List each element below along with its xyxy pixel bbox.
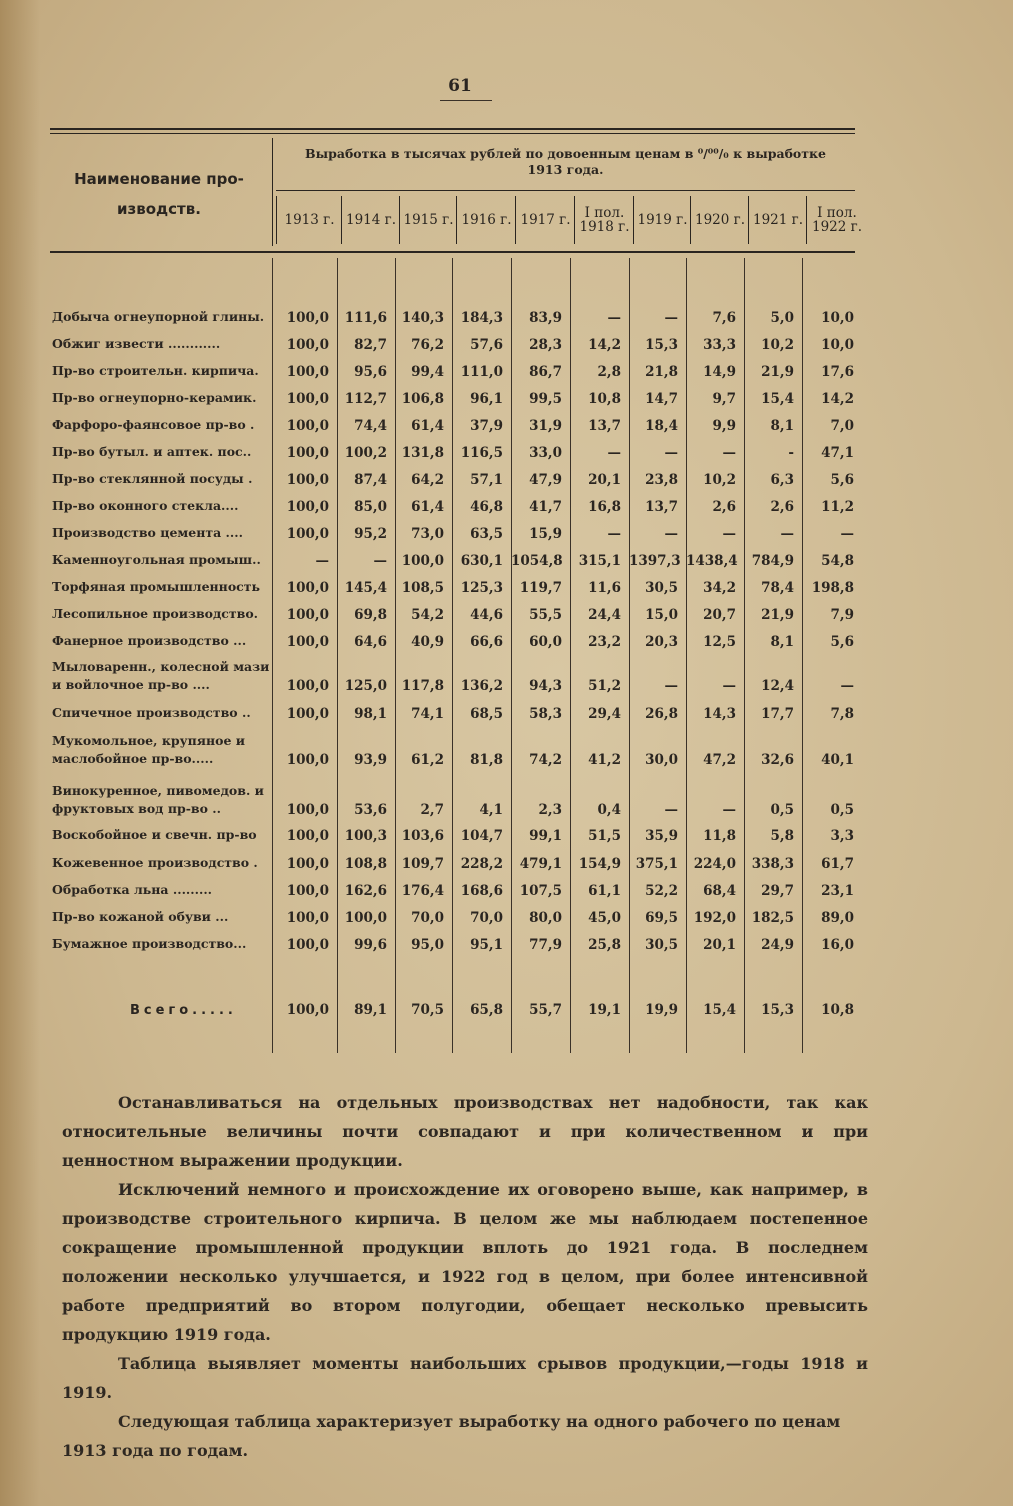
cell-value: 61,1 <box>588 883 621 899</box>
cell-value: 3,3 <box>830 828 854 844</box>
cell-value: 100,0 <box>286 802 329 818</box>
cell-value: 86,7 <box>529 364 562 380</box>
cell-value: 4,1 <box>479 802 503 818</box>
cell-value: 30,5 <box>645 580 678 596</box>
table-row <box>50 913 855 953</box>
cell-value: 89,0 <box>821 910 854 926</box>
paragraph-4: Следующая таблица характеризует выработку на одного рабочего по ценам <box>118 1412 841 1431</box>
cell-value: 30,0 <box>645 752 678 768</box>
cell-value: 7,9 <box>830 607 854 623</box>
cell-value: — <box>315 553 329 569</box>
cell-value: 100,0 <box>286 472 329 488</box>
row-name: Обжиг извести ............ <box>52 336 221 351</box>
cell-value: 64,2 <box>411 472 444 488</box>
cell-value: 12,5 <box>703 634 736 650</box>
cell-value: 2,3 <box>538 802 562 818</box>
cell-value: 74,4 <box>354 418 387 434</box>
page-number-underline <box>440 100 492 101</box>
cell-value: 100,0 <box>286 337 329 353</box>
cell-value: 11,6 <box>588 580 621 596</box>
cell-value: 103,6 <box>401 828 444 844</box>
cell-value: 100,0 <box>286 1002 329 1018</box>
cell-value: 8,1 <box>770 634 794 650</box>
cell-value: 17,6 <box>821 364 854 380</box>
cell-value: 61,4 <box>411 418 444 434</box>
cell-value: 100,0 <box>286 391 329 407</box>
cell-value: 16,0 <box>821 937 854 953</box>
cell-value: 74,2 <box>529 752 562 768</box>
page-edge-shadow <box>0 0 40 1506</box>
cell-value: 52,2 <box>645 883 678 899</box>
year-header-5: I пол. 1918 г. <box>574 196 634 244</box>
cell-value: 17,7 <box>761 706 794 722</box>
cell-value: 54,2 <box>411 607 444 623</box>
cell-value: 74,1 <box>411 706 444 722</box>
cell-value: 70,0 <box>411 910 444 926</box>
cell-value: 100,0 <box>286 499 329 515</box>
cell-value: 13,7 <box>588 418 621 434</box>
total-row <box>50 978 855 1018</box>
cell-value: 117,8 <box>401 678 444 694</box>
row-name: Каменноугольная промыш.. <box>52 552 261 567</box>
cell-value: 57,6 <box>470 337 503 353</box>
cell-value: 107,5 <box>519 883 562 899</box>
cell-value: — <box>840 526 854 542</box>
cell-value: 11,8 <box>703 828 736 844</box>
cell-value: 70,0 <box>470 910 503 926</box>
cell-value: 10,8 <box>821 1002 854 1018</box>
cell-value: — <box>664 445 678 461</box>
cell-value: 100,0 <box>286 310 329 326</box>
cell-value: 44,6 <box>470 607 503 623</box>
cell-value: 15,3 <box>645 337 678 353</box>
cell-value: 35,9 <box>645 828 678 844</box>
cell-value: 81,8 <box>470 752 503 768</box>
cell-value: 5,0 <box>770 310 794 326</box>
cell-value: 784,9 <box>751 553 794 569</box>
cell-value: 198,8 <box>811 580 854 596</box>
row-name: Спичечное производство .. <box>52 705 251 720</box>
header-mid-rule <box>276 190 855 191</box>
year-header-9: I пол. 1922 г. <box>806 196 867 244</box>
cell-value: 140,3 <box>401 310 444 326</box>
cell-value: 61,2 <box>411 752 444 768</box>
cell-value: 182,5 <box>751 910 794 926</box>
row-name: Мыловаренн., колесной мази и войлочное пр-во .... <box>52 659 270 692</box>
cell-value: 100,0 <box>286 678 329 694</box>
cell-value: 5,6 <box>830 472 854 488</box>
cell-value: 1397,3 <box>629 553 681 569</box>
cell-value: 73,0 <box>411 526 444 542</box>
header-output-description: Выработка в тысячах рублей по довоенным ценам в ⁰/⁰⁰/₀ к выработке 1913 года. <box>305 146 826 177</box>
cell-value: 100,0 <box>286 883 329 899</box>
cell-value: 100,0 <box>286 607 329 623</box>
year-header-row <box>276 196 862 244</box>
cell-value: 70,5 <box>411 1002 444 1018</box>
cell-value: 100,0 <box>286 526 329 542</box>
cell-value: 100,0 <box>401 553 444 569</box>
cell-value: 15,9 <box>529 526 562 542</box>
cell-value: 32,6 <box>761 752 794 768</box>
cell-value: 34,2 <box>703 580 736 596</box>
cell-value: 23,8 <box>645 472 678 488</box>
cell-value: 106,8 <box>401 391 444 407</box>
cell-value: 76,2 <box>411 337 444 353</box>
cell-value: 10,8 <box>588 391 621 407</box>
cell-value: 53,6 <box>354 802 387 818</box>
cell-value: — <box>664 526 678 542</box>
cell-value: 100,0 <box>286 706 329 722</box>
paragraph-1: Останавливаться на отдельных производствах нет надобности, так как относительные величины почти совпадают и при количественном и при ценностном выражении продукции. <box>62 1093 868 1170</box>
cell-value: 10,0 <box>821 337 854 353</box>
cell-value: 83,9 <box>529 310 562 326</box>
cell-value: 58,3 <box>529 706 562 722</box>
cell-value: 51,5 <box>588 828 621 844</box>
row-name: Торфяная промышленность <box>52 579 261 594</box>
cell-value: 18,4 <box>645 418 678 434</box>
cell-value: 131,8 <box>401 445 444 461</box>
body-text <box>62 1088 868 1465</box>
row-name: Пр-во оконного стекла.... <box>52 498 239 513</box>
cell-value: 26,8 <box>645 706 678 722</box>
cell-value: 61,7 <box>821 856 854 872</box>
cell-value: 95,2 <box>354 526 387 542</box>
cell-value: 375,1 <box>635 856 678 872</box>
cell-value: 168,6 <box>460 883 503 899</box>
year-header-1: 1914 г. <box>341 196 400 244</box>
cell-value: 6,3 <box>770 472 794 488</box>
cell-value: 61,4 <box>411 499 444 515</box>
cell-value: 96,1 <box>470 391 503 407</box>
cell-value: 12,4 <box>761 678 794 694</box>
cell-value: — <box>780 526 794 542</box>
year-header-7: 1920 г. <box>690 196 749 244</box>
cell-value: 21,9 <box>761 607 794 623</box>
cell-value: 145,4 <box>344 580 387 596</box>
cell-value: 30,5 <box>645 937 678 953</box>
cell-value: 9,7 <box>712 391 736 407</box>
row-name: Пр-во строительн. кирпича. <box>52 363 259 378</box>
cell-value: 9,9 <box>712 418 736 434</box>
year-header-6: 1919 г. <box>633 196 691 244</box>
row-name: Лесопильное производство. <box>52 606 259 621</box>
cell-value: 21,8 <box>645 364 678 380</box>
cell-value: 176,4 <box>401 883 444 899</box>
cell-value: 98,1 <box>354 706 387 722</box>
cell-value: — <box>607 526 621 542</box>
cell-value: 65,8 <box>470 1002 503 1018</box>
cell-value: 47,1 <box>821 445 854 461</box>
cell-value: 64,6 <box>354 634 387 650</box>
cell-value: 10,2 <box>703 472 736 488</box>
cell-value: 2,6 <box>770 499 794 515</box>
cell-value: 69,5 <box>645 910 678 926</box>
cell-value: 55,5 <box>529 607 562 623</box>
cell-value: 40,9 <box>411 634 444 650</box>
cell-value: 7,8 <box>830 706 854 722</box>
cell-value: 0,5 <box>770 802 794 818</box>
cell-value: 2,7 <box>420 802 444 818</box>
table-row <box>50 728 855 768</box>
cell-value: 162,6 <box>344 883 387 899</box>
cell-value: 68,5 <box>470 706 503 722</box>
cell-value: 77,9 <box>529 937 562 953</box>
cell-value: 55,7 <box>529 1002 562 1018</box>
cell-value: 93,9 <box>354 752 387 768</box>
cell-value: 57,1 <box>470 472 503 488</box>
cell-value: 154,9 <box>578 856 621 872</box>
cell-value: 41,2 <box>588 752 621 768</box>
cell-value: 1438,4 <box>686 553 738 569</box>
cell-value: 14,9 <box>703 364 736 380</box>
cell-value: — <box>722 802 736 818</box>
cell-value: 20,1 <box>703 937 736 953</box>
cell-value: — <box>664 678 678 694</box>
cell-value: 184,3 <box>460 310 503 326</box>
paragraph-2: Исключений немного и происхождение их оговорено выше, как например, в производстве строительного кирпича. В целом же мы наблюдаем постепенное сокращение промышленной продукции вплоть до 1921 года. В последнем положении несколько улучшается, и 1922 год в целом, при более интенсивной работе предприятий во втором полугодии, обещает несколько превысить продукцию 1919 года. <box>62 1180 868 1344</box>
row-name: Обработка льна ......... <box>52 882 213 897</box>
cell-value: 11,2 <box>821 499 854 515</box>
cell-value: 15,4 <box>761 391 794 407</box>
cell-value: 5,8 <box>770 828 794 844</box>
cell-value: - <box>788 445 794 461</box>
cell-value: 2,8 <box>597 364 621 380</box>
row-name: Кожевенное производство . <box>52 855 258 870</box>
cell-value: 8,1 <box>770 418 794 434</box>
cell-value: 109,7 <box>401 856 444 872</box>
cell-value: 19,9 <box>645 1002 678 1018</box>
cell-value: 100,0 <box>286 418 329 434</box>
cell-value: 89,1 <box>354 1002 387 1018</box>
cell-value: 15,0 <box>645 607 678 623</box>
cell-value: 136,2 <box>460 678 503 694</box>
cell-value: 78,4 <box>761 580 794 596</box>
paragraph-3: Таблица выявляет моменты наибольших срывов продукции,—годы 1918 и 1919. <box>62 1354 868 1402</box>
cell-value: 5,6 <box>830 634 854 650</box>
cell-value: — <box>840 678 854 694</box>
total-label: Всего..... <box>130 1003 237 1018</box>
cell-value: 41,7 <box>529 499 562 515</box>
table-row <box>50 682 855 722</box>
cell-value: 85,0 <box>354 499 387 515</box>
cell-value: 100,0 <box>286 856 329 872</box>
cell-value: 0,5 <box>830 802 854 818</box>
cell-value: 46,8 <box>470 499 503 515</box>
cell-value: 7,0 <box>830 418 854 434</box>
cell-value: 40,1 <box>821 752 854 768</box>
cell-value: 82,7 <box>354 337 387 353</box>
cell-value: 228,2 <box>460 856 503 872</box>
cell-value: 10,0 <box>821 310 854 326</box>
table-row <box>50 610 855 650</box>
year-header-8: 1921 г. <box>748 196 807 244</box>
cell-value: — <box>722 526 736 542</box>
cell-value: 29,7 <box>761 883 794 899</box>
cell-value: 20,7 <box>703 607 736 623</box>
cell-value: 37,9 <box>470 418 503 434</box>
cell-value: 15,4 <box>703 1002 736 1018</box>
cell-value: 95,1 <box>470 937 503 953</box>
row-name: Производство цемента .... <box>52 525 243 540</box>
cell-value: 24,9 <box>761 937 794 953</box>
cell-value: 112,7 <box>344 391 387 407</box>
cell-value: 54,8 <box>821 553 854 569</box>
cell-value: 14,2 <box>821 391 854 407</box>
year-header-4: 1917 г. <box>515 196 575 244</box>
cell-value: 192,0 <box>693 910 736 926</box>
row-name: Пр-во кожаной обуви ... <box>52 909 229 924</box>
cell-value: 10,2 <box>761 337 794 353</box>
row-name: Фарфоро-фаянсовое пр-во . <box>52 417 255 432</box>
cell-value: — <box>607 445 621 461</box>
cell-value: — <box>664 310 678 326</box>
cell-value: 95,6 <box>354 364 387 380</box>
cell-value: 0,4 <box>597 802 621 818</box>
cell-value: 7,6 <box>712 310 736 326</box>
cell-value: 47,2 <box>703 752 736 768</box>
cell-value: 100,0 <box>286 752 329 768</box>
cell-value: 99,6 <box>354 937 387 953</box>
cell-value: 100,0 <box>344 910 387 926</box>
cell-value: 104,7 <box>460 828 503 844</box>
cell-value: 33,0 <box>529 445 562 461</box>
cell-value: 479,1 <box>519 856 562 872</box>
cell-value: 100,0 <box>286 937 329 953</box>
cell-value: 224,0 <box>693 856 736 872</box>
cell-value: 14,3 <box>703 706 736 722</box>
year-header-2: 1915 г. <box>399 196 457 244</box>
cell-value: 45,0 <box>588 910 621 926</box>
cell-value: 119,7 <box>519 580 562 596</box>
cell-value: 125,0 <box>344 678 387 694</box>
cell-value: 63,5 <box>470 526 503 542</box>
cell-value: 23,2 <box>588 634 621 650</box>
cell-value: 108,5 <box>401 580 444 596</box>
cell-value: 99,5 <box>529 391 562 407</box>
row-name: Пр-во бутыл. и аптек. пос.. <box>52 444 252 459</box>
cell-value: 23,1 <box>821 883 854 899</box>
row-name: Пр-во огнеупорно-керамик. <box>52 390 257 405</box>
cell-value: 100,3 <box>344 828 387 844</box>
row-name: Бумажное производство... <box>52 936 247 951</box>
cell-value: 28,3 <box>529 337 562 353</box>
cell-value: 111,6 <box>344 310 387 326</box>
row-name: Фанерное производство ... <box>52 633 247 648</box>
row-name: Воскобойное и свечн. пр-во <box>52 827 257 842</box>
cell-value: 15,3 <box>761 1002 794 1018</box>
cell-value: 315,1 <box>578 553 621 569</box>
cell-value: 108,8 <box>344 856 387 872</box>
cell-value: 24,4 <box>588 607 621 623</box>
cell-value: 66,6 <box>470 634 503 650</box>
year-header-3: 1916 г. <box>456 196 516 244</box>
cell-value: 125,3 <box>460 580 503 596</box>
cell-value: 116,5 <box>460 445 503 461</box>
cell-value: 2,6 <box>712 499 736 515</box>
cell-value: 60,0 <box>529 634 562 650</box>
cell-value: — <box>664 802 678 818</box>
cell-value: 21,9 <box>761 364 794 380</box>
cell-value: 47,9 <box>529 472 562 488</box>
cell-value: — <box>373 553 387 569</box>
cell-value: 99,4 <box>411 364 444 380</box>
cell-value: 80,0 <box>529 910 562 926</box>
cell-value: 111,0 <box>460 364 503 380</box>
cell-value: — <box>722 678 736 694</box>
cell-value: 68,4 <box>703 883 736 899</box>
page-number: 61 <box>448 76 472 96</box>
cell-value: 20,3 <box>645 634 678 650</box>
cell-value: 100,0 <box>286 364 329 380</box>
cell-value: 100,0 <box>286 580 329 596</box>
cell-value: 16,8 <box>588 499 621 515</box>
cell-value: 100,0 <box>286 634 329 650</box>
cell-value: 25,8 <box>588 937 621 953</box>
cell-value: 1054,8 <box>511 553 563 569</box>
cell-value: 338,3 <box>751 856 794 872</box>
cell-value: 14,7 <box>645 391 678 407</box>
cell-value: — <box>607 310 621 326</box>
header-production-name: Наименование про- изводств. <box>74 170 244 218</box>
table-top-rule <box>50 128 855 130</box>
cell-value: 29,4 <box>588 706 621 722</box>
row-name: Мукомольное, крупяное и маслобойное пр-во..... <box>52 733 246 766</box>
cell-value: 69,8 <box>354 607 387 623</box>
cell-value: 94,3 <box>529 678 562 694</box>
cell-value: 630,1 <box>460 553 503 569</box>
cell-value: 95,0 <box>411 937 444 953</box>
row-name: Добыча огнеупорной глины. <box>52 309 265 324</box>
row-name: Пр-во стеклянной посуды . <box>52 471 253 486</box>
cell-value: 100,0 <box>286 445 329 461</box>
cell-value: 14,2 <box>588 337 621 353</box>
cell-value: 100,0 <box>286 828 329 844</box>
paragraph-4-continued: 1913 года по годам. <box>62 1441 249 1460</box>
cell-value: 100,0 <box>286 910 329 926</box>
cell-value: 33,3 <box>703 337 736 353</box>
year-header-0: 1913 г. <box>276 196 342 244</box>
cell-value: 87,4 <box>354 472 387 488</box>
cell-value: 99,1 <box>529 828 562 844</box>
cell-value: 31,9 <box>529 418 562 434</box>
row-name: Винокуренное, пивомедов. и фруктовых вод пр-во .. <box>52 783 264 816</box>
table-top-rule-thin <box>50 133 855 134</box>
cell-value: 51,2 <box>588 678 621 694</box>
cell-value: 20,1 <box>588 472 621 488</box>
cell-value: 13,7 <box>645 499 678 515</box>
cell-value: — <box>722 445 736 461</box>
cell-value: 100,2 <box>344 445 387 461</box>
header-bottom-rule <box>50 251 855 253</box>
cell-value: 19,1 <box>588 1002 621 1018</box>
header-divider <box>272 138 273 246</box>
